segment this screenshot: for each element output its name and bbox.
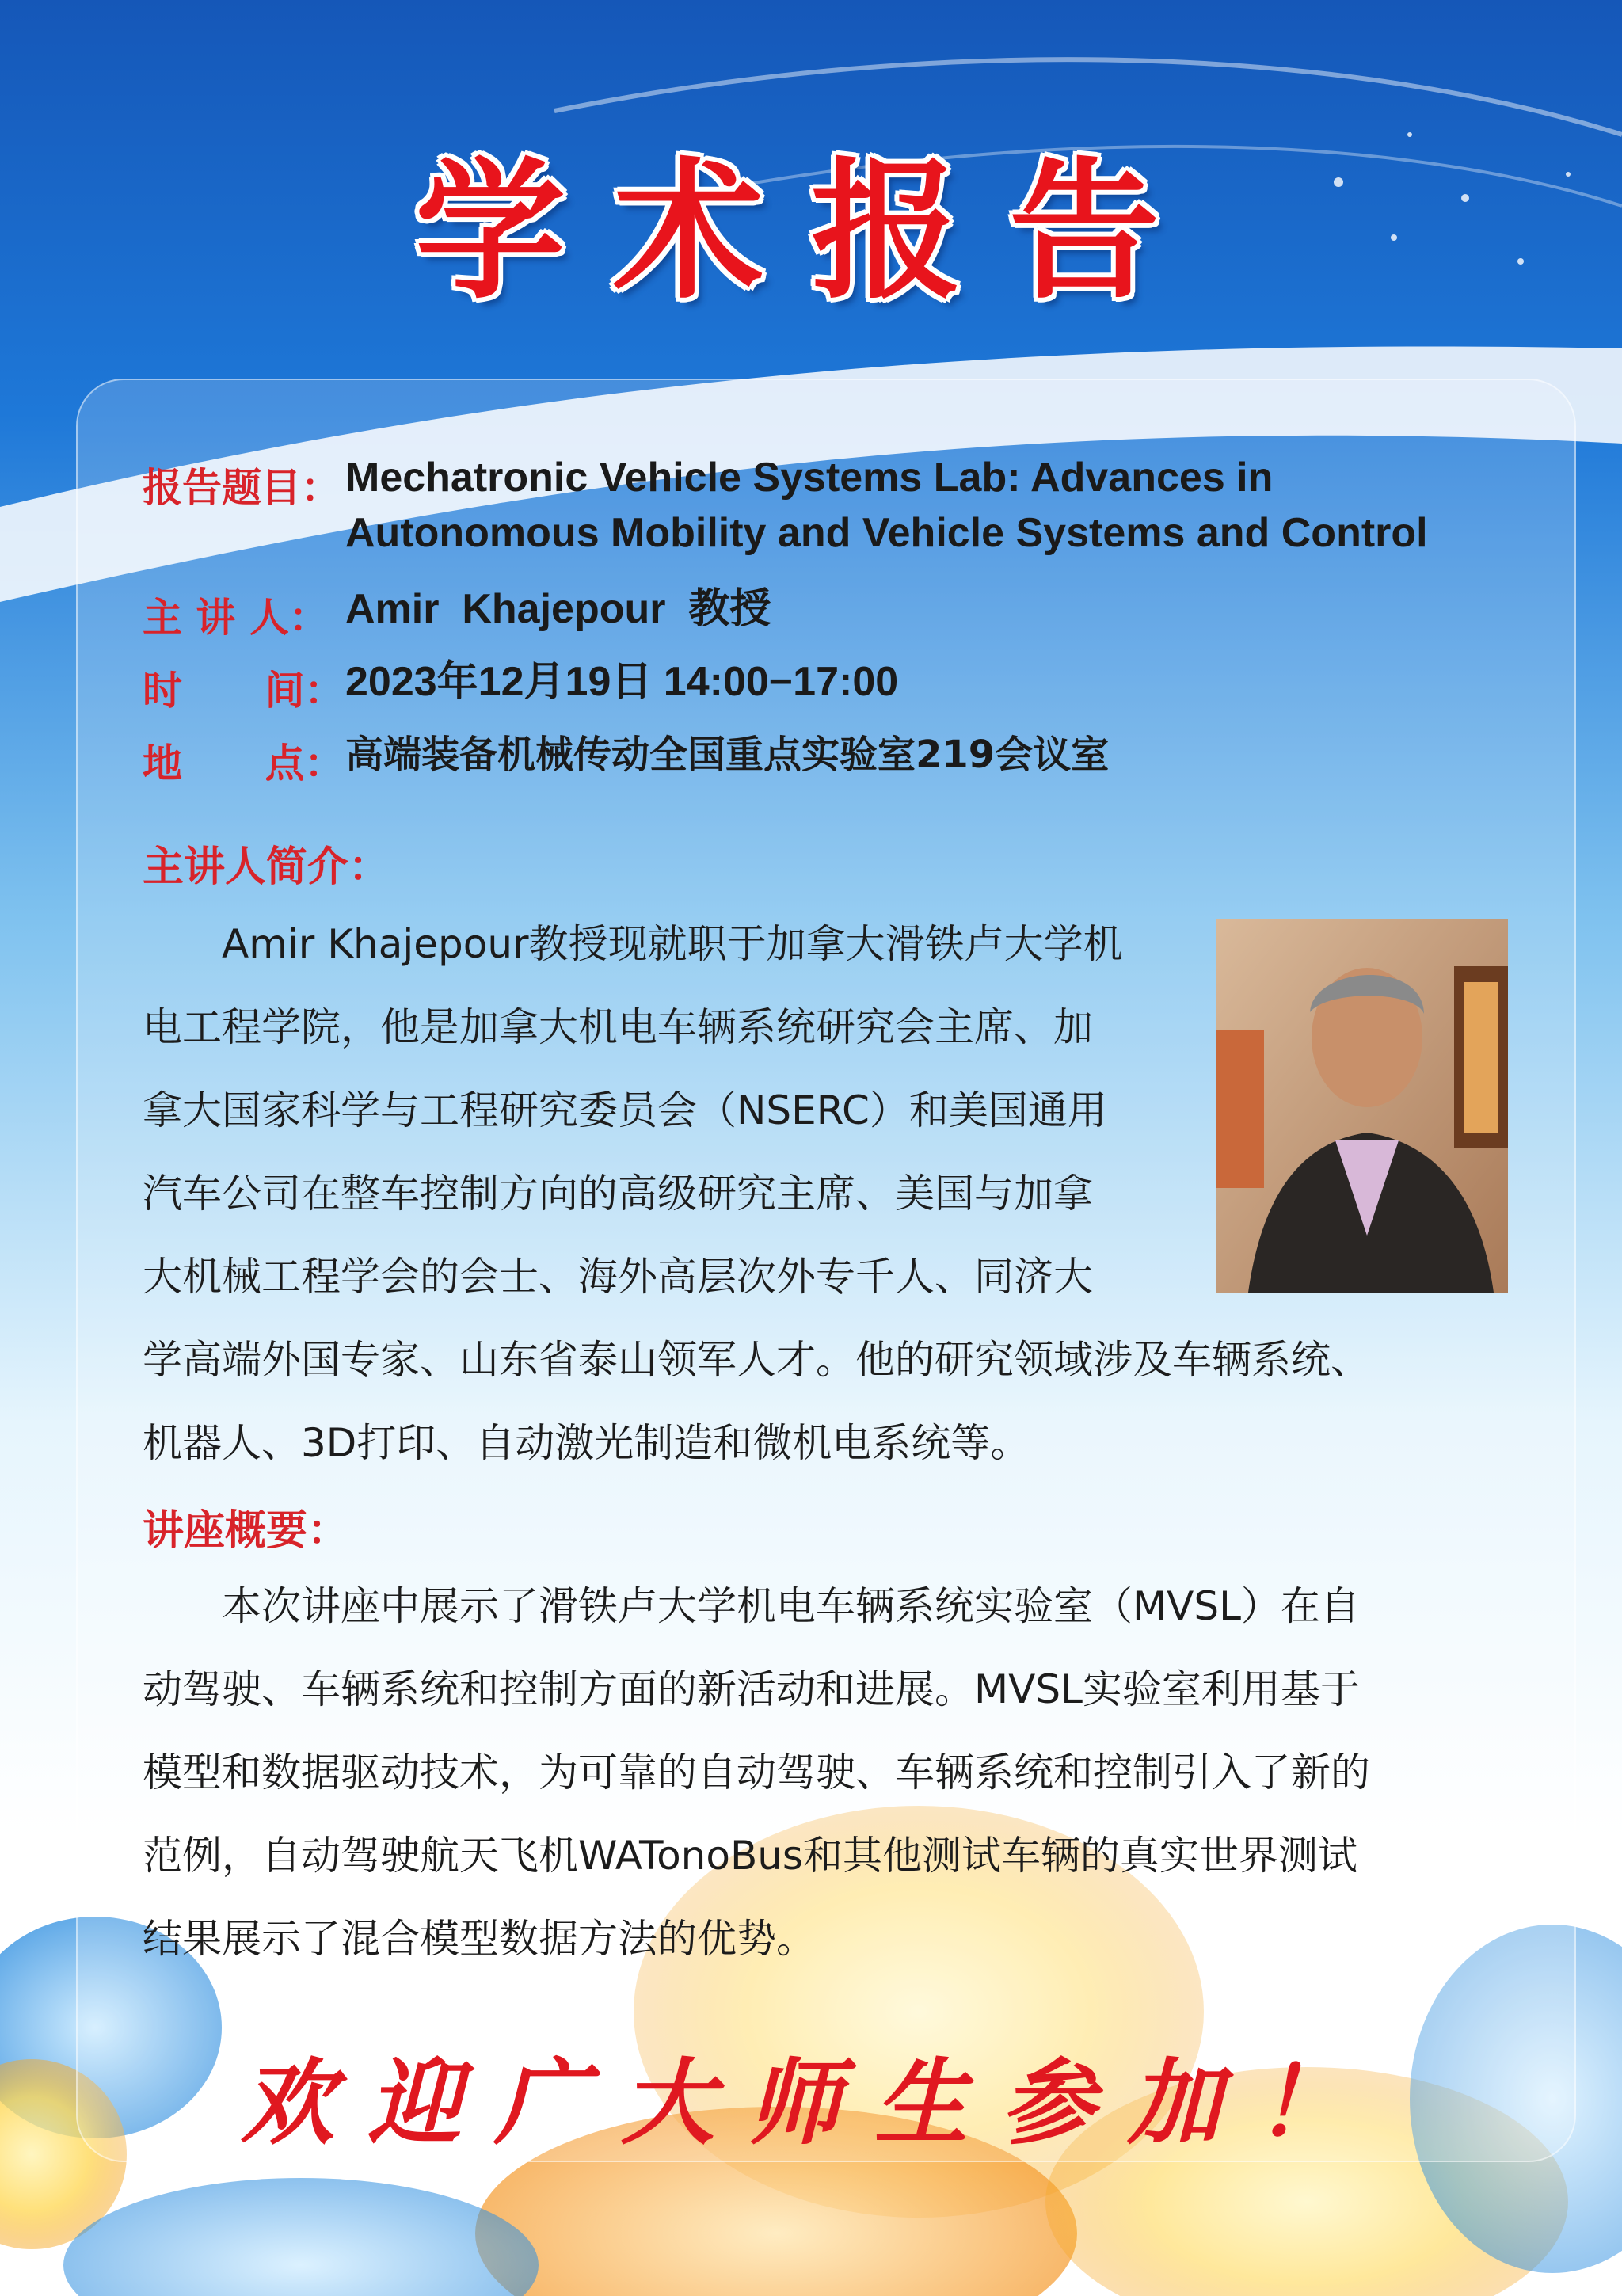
bio-line: 拿大国家科学与工程研究委员会（NSERC）和美国通用 xyxy=(143,1087,1107,1133)
summary-line: 本次讲座中展示了滑铁卢大学机电车辆系统实验室（MVSL）在自 xyxy=(222,1583,1360,1629)
time-label: 时 间： xyxy=(143,668,345,714)
summary-line: 范例，自动驾驶航天飞机WATonoBus和其他测试车辆的真实世界测试 xyxy=(143,1833,1357,1879)
speaker-label: 主 讲 人： xyxy=(143,595,329,641)
bio-line: 机器人、3D打印、自动激光制造和微机电系统等。 xyxy=(143,1420,1030,1466)
place-label: 地 点： xyxy=(143,741,345,786)
bio-line: Amir Khajepour教授现就职于加拿大滑铁卢大学机 xyxy=(222,921,1123,967)
welcome-slogan: 欢迎广大师生参加！ xyxy=(240,2047,1381,2157)
summary-line: 模型和数据驱动技术，为可靠的自动驾驶、车辆系统和控制引入了新的 xyxy=(143,1750,1370,1795)
speaker-photo xyxy=(1216,919,1508,1293)
bio-block-narrow xyxy=(143,903,1204,1319)
bio-line: 汽车公司在整车控制方向的高级研究主席、美国与加拿 xyxy=(143,1171,1093,1217)
topic-line-1: Mechatronic Vehicle Systems Lab: Advances in xyxy=(345,455,1274,501)
summary-heading: 讲座概要： xyxy=(143,1507,349,1555)
speaker-value: Amir Khajepour 教授 xyxy=(345,586,771,632)
bio-heading: 主讲人简介： xyxy=(143,843,390,891)
bio-line: 学高端外国专家、山东省泰山领军人才。他的研究领域涉及车辆系统、 xyxy=(143,1337,1370,1383)
summary-block xyxy=(143,1565,1513,1981)
bio-block-wide xyxy=(143,1319,1513,1485)
summary-line: 结果展示了混合模型数据方法的优势。 xyxy=(143,1916,816,1962)
bio-line: 电工程学院，他是加拿大机电车辆系统研究会主席、加 xyxy=(143,1004,1093,1050)
bio-line: 大机械工程学会的会士、海外高层次外专千人、同济大 xyxy=(143,1254,1093,1300)
time-value: 2023年12月19日 14:00−17:00 xyxy=(345,659,899,705)
topic-line-2: Autonomous Mobility and Vehicle Systems and Control xyxy=(345,510,1428,556)
topic-label: 报告题目： xyxy=(143,465,341,511)
poster-title: 学术报告 xyxy=(414,143,1207,319)
summary-line: 动驾驶、车辆系统和控制方面的新活动和进展。MVSL实验室利用基于 xyxy=(143,1666,1360,1712)
place-value: 高端装备机械传动全国重点实验室219会议室 xyxy=(345,733,1110,777)
